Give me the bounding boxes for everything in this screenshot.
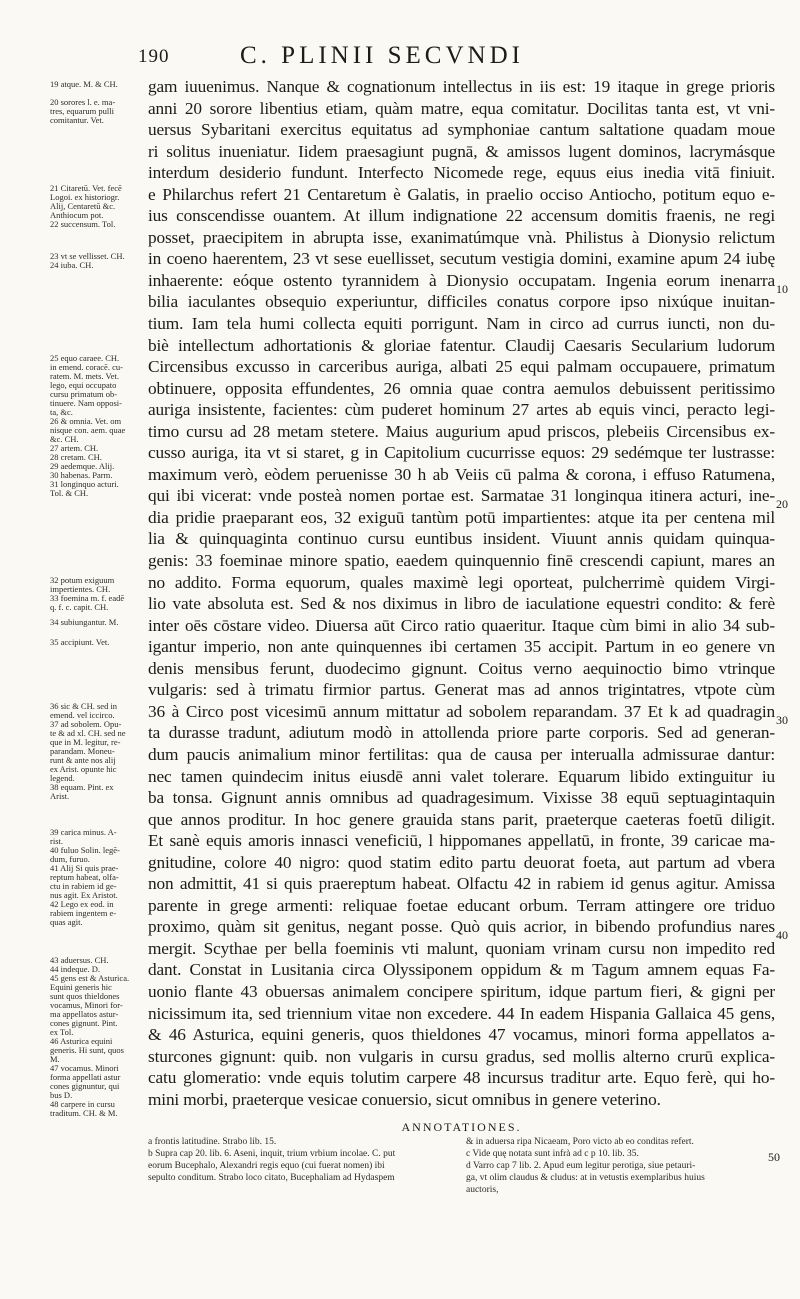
text-line: 36 à Circo post vicesimū annum mittatur ad sobolem reparandam. 37 Et k ad quadragin — [148, 701, 775, 721]
margin-note: 36 sic & CH. sed in emend. vel iccirco. 37 ad sobolem. Opu- te & ad xl. CH. sed ne que in M. legitur, re- parandam. Moneu- runt & ante nos alij ex Arist. opunte hic legend. 38 equam. Pint. ex Arist. — [50, 701, 126, 801]
text-line: mergit. Scythae per bella foeminis vti malunt, quoniam vrinam cursu non impedito red — [148, 938, 775, 958]
text-line: dant. Constat in Lusitania circa Olyssiponem oppidum & m Tagum amnem equas Fa- — [148, 960, 775, 980]
text-line: genis: 33 foeminae minore spatio, eaedem quinquennio finē crescendi capiunt, mares an — [148, 551, 775, 571]
text-line: no addito. Forma equorum, quales maximè legi oporteat, pulcherrimè quidem Virgi- — [148, 572, 775, 592]
text-line: denis mensibus ferunt, duodecimo gignunt. Coitus verno aequinoctio bimo vtrinque — [148, 658, 775, 678]
annotation-line-number: 50 — [768, 1150, 780, 1164]
text-line: auriga insistente, facientes: cùm puderet hominum 27 artes ab equis vinci, peracto legi- — [148, 400, 775, 420]
margin-note: 20 sorores l. e. ma- tres, equarum pulli comitantur. Vet. — [50, 97, 116, 125]
text-line: cusso auriga, ita vt si staret, g in Capitolium cucurrisse equos: 29 sedémque ter lustrasse: — [148, 443, 775, 463]
text-line: sturcones gignunt: quib. non vulgaris in cursu gradus, sed mollis alterno crurū explica- — [148, 1046, 775, 1066]
page-header — [0, 40, 800, 76]
text-line: non admittit, 41 si quis praereptum habeat. Olfactu 42 in rabiem id genus agitur. Amissa — [148, 874, 775, 894]
text-line: ta durasse tradunt, adiutum modò in attollenda priore parte corporis. Sed ad generan- — [148, 723, 775, 743]
text-line: lio vate absoluta est. Sed & nos diximus in libro de iaculatione equestri condito: & ferè — [148, 594, 775, 614]
annotations-left-column: a frontis latitudine. Strabo lib. 15. b Supra cap 20. lib. 6. Aseni, inquit, trium vrbium incolae. C. put eorum Bucephalo, Alexandri regis equo (cui fuerat nomen) ibi sepulto conditum. Strabo loco citato, Bucephaliam ad Hydaspem — [148, 1137, 396, 1183]
text-line: dia pridie praeparant eos, 32 exiguū tantùm potū impartientes: atque ita per centena mil — [148, 507, 775, 527]
text-line: maximum verò, eòdem peruenisse 30 h ab Veiis cū palma & corona, i effuso Ratumena, — [148, 464, 775, 484]
text-line: nicissimum ita, sed triennium vitae non excedere. 44 In eadem Hispania Gallaica 45 gens, — [148, 1003, 775, 1023]
annotations-right-column: & in aduersa ripa Nicaeam, Poro victo ab eo conditas refert. c Vide quę notata sunt infrà ad c p 10. lib. 35. d Varro cap 7 lib. 2. Apud eum legitur perotiga, siue petauri- ga, vt olim claudus & cludus: at in vetustis exemplaribus huius auctoris, — [466, 1137, 705, 1195]
text-line: mini morbi, praeterque vesicae conuersio, sicut omnibus in genere veterino. — [148, 1089, 661, 1109]
text-line: & 46 Asturica, equini generis, quos thieldones 47 vocamus, minori forma appellatos a- — [148, 1025, 775, 1045]
text-line: tium. Iam tela humi collecta equiti porrigunt. Nam in circo ad currus iuncti, non du- — [148, 314, 775, 334]
text-line: vulgaris: sed à trimatu firmior partus. Generat mas ad annos trigintatres, vtpote cùm — [148, 680, 775, 700]
text-line: nec tamen quindecim initus eiusdē anni valet tolerare. Equarum libido extinguitur iu — [148, 766, 775, 786]
text-line: biè intellectum adhortationis & gloriae fatentur. Claudij Caesaris Secularium ludorum — [148, 335, 775, 355]
text-line: uersus Sybaritani exercitus equitatus ad symphoniae cantum saltatione quadam moue — [148, 120, 775, 140]
text-line: que annos proditur. In hoc genere grauida stans parit, praeterque caeteras foetū diligit. — [148, 809, 775, 829]
text-line: e Philarchus refert 21 Centaretum è Galatis, in praelio occiso Antiocho, potitum equo e- — [148, 184, 775, 204]
folio-number: 190 — [138, 46, 170, 67]
text-line: timo cursu ad 28 metam stetere. Maius augurium apud priscos, plebeiis Circensibus ex- — [148, 421, 775, 441]
text-line: gam iuuenimus. Nanque & cognationum intellectus in iis est: 19 itaque in grege prioris — [148, 77, 775, 96]
text-line: dum paucis animalium minor fertilitas: qua de causa per interualla admissurae dantur: — [148, 744, 775, 764]
text-line: Circensibus excusso in carceribus auriga, albati 25 equi palmam occupauere, primatum — [148, 357, 775, 377]
margin-note: 34 subiungantur. M. — [50, 617, 119, 627]
text-line: bilia iaculantes obsequio experiuntur, difficiles conatus corpore ipso nixúque inuitan- — [148, 292, 775, 312]
text-line: gnitudine, colore 40 nigro: quod statim edito partu deuorat foeta, aut partum ad vbera — [148, 852, 775, 872]
margin-note: 32 potum exiguum impertientes. CH. 33 foemina m. f. eadē q. f. c. capit. CH. — [50, 575, 125, 612]
margin-notes-column — [50, 78, 145, 1168]
text-line: igantur imperio, non ante quinquennes ibi certamen 35 accipit. Partum in eo genere vn — [148, 637, 775, 657]
main-text-block — [148, 76, 775, 1110]
text-line: ius conscendisse ouantem. At illum indignatione 22 accensum domitis fraenis, ne regi — [148, 206, 775, 226]
margin-note: 43 aduersus. CH. 44 indeque. D. 45 gens est & Asturica. Equini generis hic sunt quos thieldones vocamus, Minori for- ma appellatos astur- cones gignunt. Pint. ex Tol. 46 Asturica equini generis. Hi sunt, quos M. 47 vocamus. Minori forma appellati astur cones gignuntur, qui bus D. 48 carpere in cursu traditum. CH. & M. — [50, 955, 130, 1118]
line-number: 20 — [776, 497, 788, 512]
text-line: inhaerente: eóque ostento tyrannidem à Dionysio occupatam. Ingenia eorum inenarra — [148, 270, 775, 290]
text-line: parente in grege armenti: reliquae foetae educant orbum. Terram attingere ore triduo — [148, 895, 775, 915]
line-number: 30 — [776, 712, 788, 727]
text-line: anni 20 sorore libentius etiam, quàm matre, equa comitatur. Docilitas tanta est, vt vni- — [148, 98, 775, 118]
running-title: C. PLINII SECVNDI — [240, 42, 524, 69]
text-line: catu glomeratio: vnde equis tolutim carpere 48 incursus traditur arte. Equo ferè, qui ho- — [148, 1068, 775, 1088]
text-line: inter oēs cōstare video. Diuersa aūt Circo ratio quaeritur. Itaque cùm bimi in alio 34 sub- — [148, 615, 775, 635]
text-line: proximo, quàm sit genitus, negant posse. Quò quis acrior, in bibendo profundius nares — [148, 917, 775, 937]
margin-note: 35 accipiunt. Vet. — [50, 637, 110, 647]
text-line: posset, praecipitem in abrupta isse, exanimatúmque vnà. Philistus à Dionysio relictum — [148, 227, 775, 247]
margin-note: 19 atque. M. & CH. — [50, 79, 118, 89]
text-line: qui ibi vicerat: vnde posteà nomen portae est. Sarmatae 31 longinqua itinera acturi, ine- — [148, 486, 775, 506]
text-line: Et sanè equis amoris innasci veneficiū, l hippomanes appellatū, in fronte, 39 caricae ma- — [148, 831, 775, 851]
line-number: 10 — [776, 281, 788, 296]
line-number: 40 — [776, 928, 788, 943]
text-line: interdum desiderio fundunt. Interfecto Nicomede rege, equus eius inedia vitā finiuit. — [148, 163, 775, 183]
text-line: lia & quinquaginta continuo cursu euntibus insident. Viuunt annis quidam quinqua- — [148, 529, 775, 549]
text-line: in coeno haerentem, 23 vt sese euellisset, secutum vestigia domini, examine apum 24 iubę — [148, 249, 775, 269]
text-line: obtinuere, opposita effundentes, 26 omnia quae contra aemulos debuissent peritissimo — [148, 378, 775, 398]
margin-note: 39 carica minus. A- rist. 40 fuluo Solin. legē- dum, furuo. 41 Alij Si quis prae- reptum habeat, olfa- ctu in rabiem id ge- nus agit. Ex Aristot. 42 Lego ex eod. in rabiem ingentem e- quas agit. — [50, 827, 120, 927]
text-line: uonio flante 43 obuersas animalem concipere spiritum, idque partum fieri, & gigni per — [148, 981, 775, 1001]
annotations-block — [148, 1136, 775, 1195]
text-line: ba tonsa. Gignunt annis omnibus ad quadragesimum. Vixisse 38 equū septuagintaquin — [148, 788, 775, 808]
margin-note: 21 Citaretū. Vet. fecē Logoi. ex historiogr. Alij, Centaretū &c. Anthiocum pot. 22 succensum. Tol. — [50, 183, 122, 229]
margin-note: 25 equo caraee. CH. in emend. coracē. cu- ratem. M. mets. Vet. lego, equi occupato cursu primatum ob- tinuere. Nam opposi- ta, &c. 26 & omnia. Vet. om nisque con. aem. quae &c. CH. 27 artem. CH. 28 cretam. CH. 29 aedemque. Alij. 30 habenas. Parm. 31 longinquo acturi. Tol. & CH. — [50, 353, 126, 498]
margin-note: 23 vt se vellisset. CH. 24 iuba. CH. — [50, 251, 125, 270]
text-line: ri solitus inueniatur. Iidem praesagiunt pugnā, & amissos lugent dominos, lacrymásque — [148, 141, 775, 161]
annotations-heading: ANNOTATIONES. — [401, 1120, 522, 1134]
